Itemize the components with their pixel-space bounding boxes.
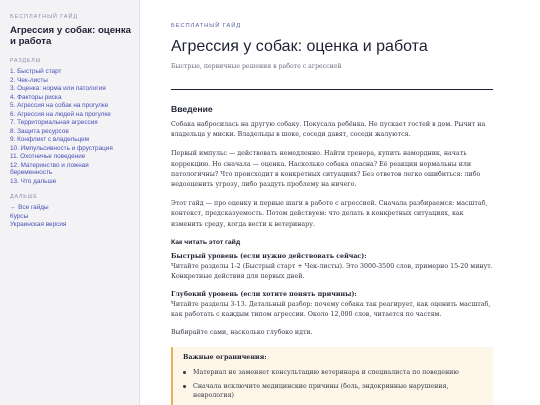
- intro-paragraph-3: Этот гайд — про оценку и первые шаги в работе с агрессией. Сначала разбираемся: масштаб, контекст, предсказуемость. Потом действуем: что делать в конкретных ситуациях, как изменить среду, когда вести к ветеринару.: [171, 200, 488, 228]
- callout-item-text: Материал не заменяет консультацию ветеринара и специалиста по поведению: [193, 369, 459, 377]
- toc-item-maternity[interactable]: 12. Материнство и ложная беременность: [10, 161, 89, 177]
- sidebar-more-label: ДАЛЬШЕ: [10, 194, 38, 201]
- title-divider: [171, 89, 493, 90]
- fast-level-heading: Быстрый уровень (если нужно действовать сейчас):: [171, 252, 367, 260]
- choose-depth-text: Выбирайте сами, насколько глубоко идти.: [171, 328, 313, 336]
- link-all-guides[interactable]: ← Все гайды: [10, 204, 49, 212]
- bullet-icon: [183, 385, 186, 388]
- sidebar-title: Агрессия у собак: оценка и работа: [10, 25, 131, 47]
- toc-item-quick-start[interactable]: 1. Быстрый старт: [10, 68, 62, 75]
- link-courses[interactable]: Курсы: [10, 212, 29, 220]
- sidebar-sections-label: РАЗДЕЛЫ: [10, 58, 42, 64]
- link-ukrainian-version[interactable]: Украинская версия: [10, 221, 67, 229]
- how-to-read-heading: Как читать этот гайд: [171, 238, 241, 246]
- callout-item-text: Сначала исключите медицинские причины (боль, эндокринные нарушения, неврология): [193, 382, 449, 400]
- callout-list: [183, 368, 483, 401]
- toc-item-owner-conflict[interactable]: 9. Конфликт с владельцем: [10, 136, 90, 143]
- toc-item-risk-factors[interactable]: 4. Факторы риска: [10, 93, 62, 101]
- deep-level-heading: Глубокий уровень (если хотите понять причины):: [171, 290, 357, 298]
- toc-item-next[interactable]: 13. Что дальше: [10, 177, 57, 185]
- deep-level-text: Читайте разделы 3-13. Детальный разбор: почему собака так реагирует, как оценить масштаб, как работать с каждым типом агрессии. Около 12,000 слов, читается по частям.: [171, 300, 491, 318]
- callout-item: [183, 382, 483, 401]
- bullet-icon: [183, 371, 186, 374]
- intro-paragraph-2: Первый импульс — действовать немедленно. Найти тренера, купить намордник, начать коррекцию. Но сначала — оценка. Насколько собака опасна? Её реакции нормальны или патологичны? Что происходит в конкретных ситуациях? Без ответов легко ошибиться: либо недооценить угрозу, либо раздуть проблему на ничего.: [171, 150, 481, 189]
- toc-item-impulsivity[interactable]: 10. Импульсивность и фрустрация: [10, 144, 113, 152]
- sidebar-kicker: БЕСПЛАТНЫЙ ГАЙД: [10, 14, 79, 20]
- article: [171, 0, 493, 405]
- toc-item-people-aggression-walk[interactable]: 6. Агрессия на людей на прогулке: [10, 110, 111, 118]
- intro-paragraph-1: Собака набросилась на другую собаку. Покусала ребёнка. Не пускает гостей в дом. Рычит на владельца у миски. Владельцы в шоке, соседи давят, соседи жалуются.: [171, 121, 486, 139]
- toc-item-hunting[interactable]: 11. Охотничье поведение: [10, 153, 86, 160]
- article-body: [171, 104, 493, 405]
- toc-item-assessment[interactable]: 3. Оценка: норма или патология: [10, 85, 106, 92]
- sidebar: [0, 0, 140, 405]
- page-title: Агрессия у собак: оценка и работа: [171, 38, 428, 55]
- callout-title: Важные ограничения:: [183, 354, 267, 362]
- page-subtitle: Быстрые, первичные решения в работе с агрессией: [171, 63, 342, 70]
- callout-item: [183, 368, 483, 378]
- sidebar-more-links: [10, 204, 139, 229]
- fast-level-text: Читайте разделы 1-2 (Быстрый старт + Чек-листы). Это 3000-3500 слов, примерно 15-20 минут. Конкретные действия для первых дней.: [171, 262, 493, 280]
- sidebar-toc: [10, 68, 139, 186]
- limitations-callout: [171, 347, 493, 405]
- intro-heading: Введение: [171, 104, 213, 114]
- toc-item-territorial[interactable]: 7. Территориальная агрессия: [10, 119, 98, 126]
- toc-item-dog-aggression-walk[interactable]: 5. Агрессия на собак на прогулке: [10, 102, 109, 109]
- toc-item-checklists[interactable]: 2. Чек-листы: [10, 76, 48, 84]
- toc-item-resource-guarding[interactable]: 8. Защита ресурсов: [10, 127, 69, 135]
- article-kicker: БЕСПЛАТНЫЙ ГАЙД: [171, 23, 242, 29]
